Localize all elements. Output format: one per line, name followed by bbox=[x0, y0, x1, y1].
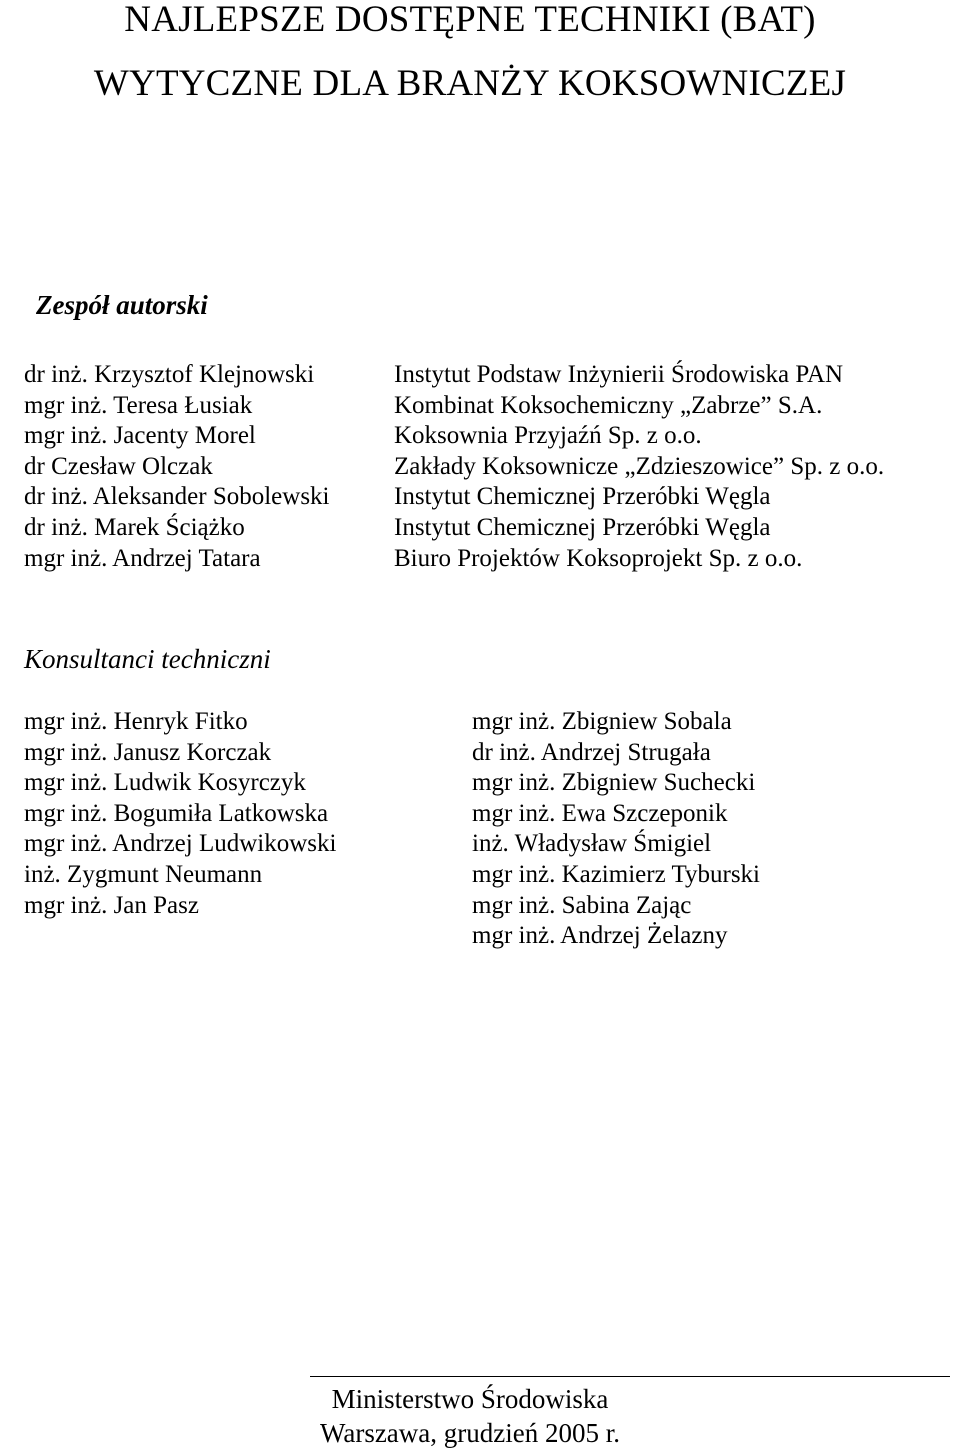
author-name: dr inż. Marek Ściążko bbox=[24, 513, 245, 541]
authors-names-column bbox=[24, 360, 330, 574]
author-affiliation: Koksownia Przyjaźń Sp. z o.o. bbox=[394, 422, 702, 450]
author-affiliation: Zakłady Koksownicze „Zdzieszowice” Sp. z o.o. bbox=[394, 452, 885, 480]
document-title-line-1: NAJLEPSZE DOSTĘPNE TECHNIKI (BAT) bbox=[124, 0, 816, 40]
consultant-name: mgr inż. Ludwik Kosyrczyk bbox=[24, 769, 306, 797]
consultant-name: mgr inż. Zbigniew Suchecki bbox=[472, 769, 756, 797]
author-name: mgr inż. Andrzej Tatara bbox=[24, 544, 261, 572]
consultant-name: mgr inż. Henryk Fitko bbox=[24, 708, 248, 735]
consultant-name: mgr inż. Ewa Szczeponik bbox=[472, 799, 728, 827]
consultant-name: mgr inż. Zbigniew Sobala bbox=[472, 708, 732, 735]
authors-affiliations-column bbox=[394, 360, 884, 574]
consultants-right-column bbox=[472, 707, 760, 952]
consultant-name: mgr inż. Jan Pasz bbox=[24, 891, 199, 919]
consultant-name: mgr inż. Sabina Zając bbox=[472, 891, 692, 919]
author-affiliation: Instytut Chemicznej Przeróbki Węgla bbox=[394, 483, 771, 511]
footer-divider bbox=[310, 1376, 950, 1377]
author-affiliation: Instytut Podstaw Inżynierii Środowiska PAN bbox=[394, 361, 844, 388]
author-affiliation: Biuro Projektów Koksoprojekt Sp. z o.o. bbox=[394, 544, 803, 572]
consultant-name: mgr inż. Andrzej Żelazny bbox=[472, 922, 728, 950]
consultant-name: dr inż. Andrzej Strugała bbox=[472, 738, 711, 766]
consultants-heading: Konsultanci techniczni bbox=[24, 644, 271, 674]
place-and-date: Warszawa, grudzień 2005 r. bbox=[320, 1418, 620, 1448]
consultants-left-column bbox=[24, 707, 336, 921]
author-name: mgr inż. Jacenty Morel bbox=[24, 422, 256, 450]
author-name: dr inż. Krzysztof Klejnowski bbox=[24, 361, 315, 388]
author-affiliation: Instytut Chemicznej Przeróbki Węgla bbox=[394, 513, 771, 541]
author-name: dr inż. Aleksander Sobolewski bbox=[24, 483, 330, 511]
document-title-line-2: WYTYCZNE DLA BRANŻY KOKSOWNICZEJ bbox=[93, 63, 847, 104]
authors-heading: Zespół autorski bbox=[36, 290, 208, 320]
author-name: mgr inż. Teresa Łusiak bbox=[24, 391, 253, 419]
consultant-name: mgr inż. Andrzej Ludwikowski bbox=[24, 830, 337, 858]
author-name: dr Czesław Olczak bbox=[24, 452, 213, 480]
author-affiliation: Kombinat Koksochemiczny „Zabrze” S.A. bbox=[394, 391, 823, 419]
consultant-name: inż. Władysław Śmigiel bbox=[472, 830, 712, 858]
consultant-name: mgr inż. Kazimierz Tyburski bbox=[472, 860, 760, 888]
consultant-name: mgr inż. Bogumiła Latkowska bbox=[24, 799, 329, 827]
consultant-name: inż. Zygmunt Neumann bbox=[24, 860, 263, 888]
consultant-name: mgr inż. Janusz Korczak bbox=[24, 738, 272, 766]
publisher: Ministerstwo Środowiska bbox=[331, 1384, 609, 1414]
